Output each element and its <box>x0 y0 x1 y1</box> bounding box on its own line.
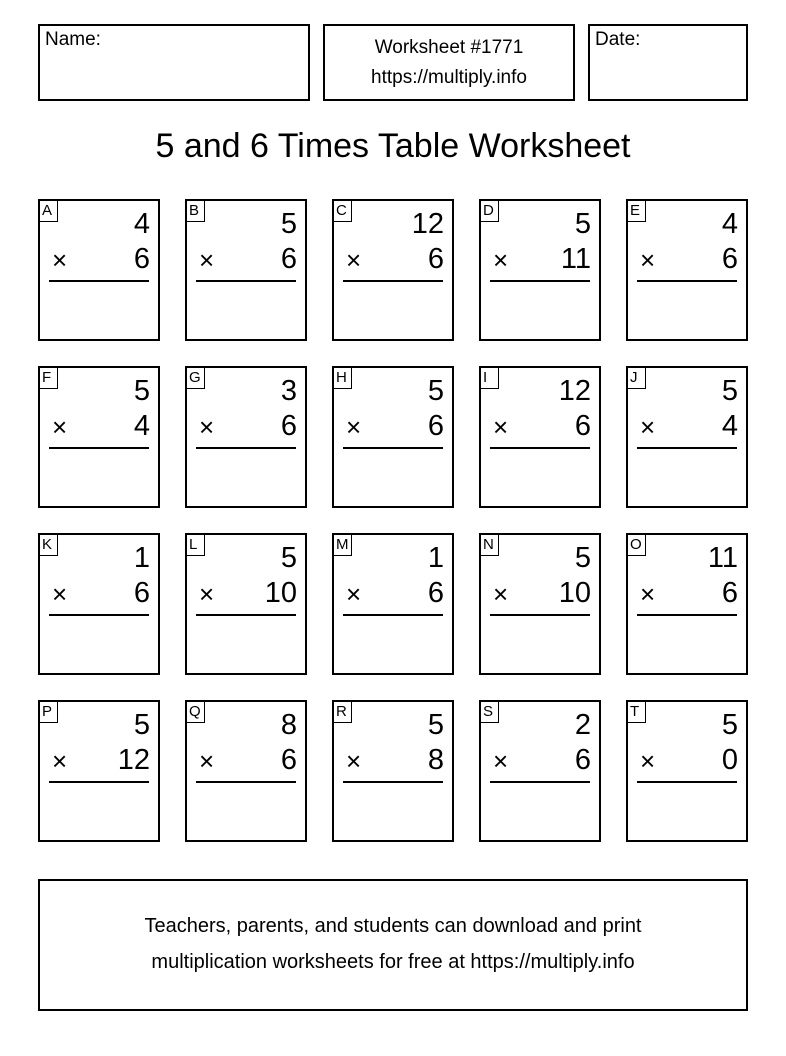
problem-top-number: 5 <box>427 375 444 407</box>
problem-bottom-number: 6 <box>280 410 297 442</box>
multiply-sign: × <box>640 579 656 609</box>
footer-box <box>38 879 748 1011</box>
date-label: Date: <box>595 29 641 50</box>
problem-card[interactable] <box>479 366 601 508</box>
answer-line <box>196 781 296 783</box>
answer-line <box>343 280 443 282</box>
problem-bottom-number: 6 <box>427 410 444 442</box>
answer-line <box>49 280 149 282</box>
problem-card[interactable] <box>38 533 160 675</box>
problem-bottom-number: 6 <box>427 243 444 275</box>
answer-line <box>49 614 149 616</box>
multiply-sign: × <box>199 412 215 442</box>
name-field[interactable] <box>38 24 310 101</box>
problem-bottom-number: 12 <box>117 744 150 776</box>
problem-letter: L <box>186 534 205 556</box>
problem-top-number: 5 <box>721 709 738 741</box>
problem-card[interactable] <box>38 366 160 508</box>
answer-line <box>343 447 443 449</box>
name-label: Name: <box>45 29 101 50</box>
problem-bottom-number: 6 <box>574 744 591 776</box>
problem-top-number: 3 <box>280 375 297 407</box>
page-title: 5 and 6 Times Table Worksheet <box>155 127 631 165</box>
problem-bottom-number: 10 <box>558 577 591 609</box>
problem-card[interactable] <box>332 700 454 842</box>
problem-bottom-number: 6 <box>133 577 150 609</box>
problem-card[interactable] <box>38 700 160 842</box>
multiply-sign: × <box>52 746 68 776</box>
multiply-sign: × <box>640 412 656 442</box>
answer-line <box>196 280 296 282</box>
problem-card[interactable] <box>626 199 748 341</box>
problem-bottom-number: 10 <box>264 577 297 609</box>
problem-top-number: 8 <box>280 709 297 741</box>
problem-card[interactable] <box>38 199 160 341</box>
problem-letter: R <box>333 701 352 723</box>
multiply-sign: × <box>52 579 68 609</box>
multiply-sign: × <box>52 245 68 275</box>
problem-letter: M <box>333 534 352 556</box>
problem-top-number: 1 <box>133 542 150 574</box>
answer-line <box>196 447 296 449</box>
problem-top-number: 12 <box>558 375 591 407</box>
problem-bottom-number: 6 <box>280 243 297 275</box>
problem-letter: G <box>186 367 205 389</box>
problem-top-number: 5 <box>574 542 591 574</box>
problem-letter: T <box>627 701 646 723</box>
problem-letter: F <box>39 367 58 389</box>
problem-card[interactable] <box>185 366 307 508</box>
problem-top-number: 1 <box>427 542 444 574</box>
problem-top-number: 4 <box>133 208 150 240</box>
problem-letter: H <box>333 367 352 389</box>
multiply-sign: × <box>493 412 509 442</box>
answer-line <box>49 447 149 449</box>
problem-bottom-number: 6 <box>280 744 297 776</box>
problem-card[interactable] <box>185 700 307 842</box>
answer-line <box>490 447 590 449</box>
multiply-sign: × <box>346 412 362 442</box>
problem-letter: S <box>480 701 499 723</box>
problem-letter: K <box>39 534 58 556</box>
problem-card[interactable] <box>479 700 601 842</box>
problem-letter: J <box>627 367 646 389</box>
problem-top-number: 5 <box>133 709 150 741</box>
problem-top-number: 11 <box>707 542 738 574</box>
multiply-sign: × <box>493 579 509 609</box>
problem-top-number: 5 <box>427 709 444 741</box>
answer-line <box>637 280 737 282</box>
multiply-sign: × <box>640 245 656 275</box>
problem-bottom-number: 11 <box>560 243 591 275</box>
date-field[interactable] <box>588 24 748 101</box>
problem-card[interactable] <box>185 199 307 341</box>
problem-card[interactable] <box>479 533 601 675</box>
problem-letter: N <box>480 534 499 556</box>
problem-top-number: 5 <box>133 375 150 407</box>
problem-bottom-number: 8 <box>427 744 444 776</box>
multiply-sign: × <box>640 746 656 776</box>
problem-card[interactable] <box>332 533 454 675</box>
answer-line <box>490 781 590 783</box>
answer-line <box>637 447 737 449</box>
answer-line <box>343 614 443 616</box>
multiply-sign: × <box>493 746 509 776</box>
problem-bottom-number: 6 <box>721 243 738 275</box>
problem-letter: P <box>39 701 58 723</box>
problem-top-number: 5 <box>280 208 297 240</box>
footer-line-1: Teachers, parents, and students can download and print <box>144 915 642 937</box>
problem-bottom-number: 6 <box>721 577 738 609</box>
problem-letter: A <box>39 200 58 222</box>
answer-line <box>343 781 443 783</box>
problem-bottom-number: 6 <box>133 243 150 275</box>
problem-letter: I <box>480 367 499 389</box>
problem-letter: B <box>186 200 205 222</box>
problem-card[interactable] <box>626 533 748 675</box>
answer-line <box>490 280 590 282</box>
problem-card[interactable] <box>332 366 454 508</box>
multiply-sign: × <box>199 245 215 275</box>
problem-letter: O <box>627 534 646 556</box>
problem-card[interactable] <box>626 700 748 842</box>
answer-line <box>196 614 296 616</box>
problem-card[interactable] <box>185 533 307 675</box>
multiply-sign: × <box>346 245 362 275</box>
problem-bottom-number: 0 <box>721 744 738 776</box>
problem-top-number: 5 <box>280 542 297 574</box>
answer-line <box>490 614 590 616</box>
problem-bottom-number: 4 <box>133 410 150 442</box>
problem-card[interactable] <box>626 366 748 508</box>
problem-letter: E <box>627 200 646 222</box>
problem-top-number: 12 <box>411 208 444 240</box>
problem-bottom-number: 6 <box>427 577 444 609</box>
multiply-sign: × <box>493 245 509 275</box>
footer-line-2: multiplication worksheets for free at https://multiply.info <box>151 951 635 973</box>
problem-letter: C <box>333 200 352 222</box>
problem-top-number: 5 <box>721 375 738 407</box>
multiply-sign: × <box>199 746 215 776</box>
problem-top-number: 4 <box>721 208 738 240</box>
multiply-sign: × <box>346 746 362 776</box>
worksheet-info-box <box>323 24 575 101</box>
multiply-sign: × <box>199 579 215 609</box>
problem-top-number: 2 <box>574 709 591 741</box>
worksheet-number: Worksheet #1771 <box>374 37 524 58</box>
multiply-sign: × <box>346 579 362 609</box>
problem-bottom-number: 4 <box>721 410 738 442</box>
problem-letter: Q <box>186 701 205 723</box>
answer-line <box>49 781 149 783</box>
answer-line <box>637 781 737 783</box>
answer-line <box>637 614 737 616</box>
problem-card[interactable] <box>332 199 454 341</box>
multiply-sign: × <box>52 412 68 442</box>
problem-card[interactable] <box>479 199 601 341</box>
problem-bottom-number: 6 <box>574 410 591 442</box>
problem-letter: D <box>480 200 499 222</box>
worksheet-url: https://multiply.info <box>371 67 527 88</box>
problem-top-number: 5 <box>574 208 591 240</box>
